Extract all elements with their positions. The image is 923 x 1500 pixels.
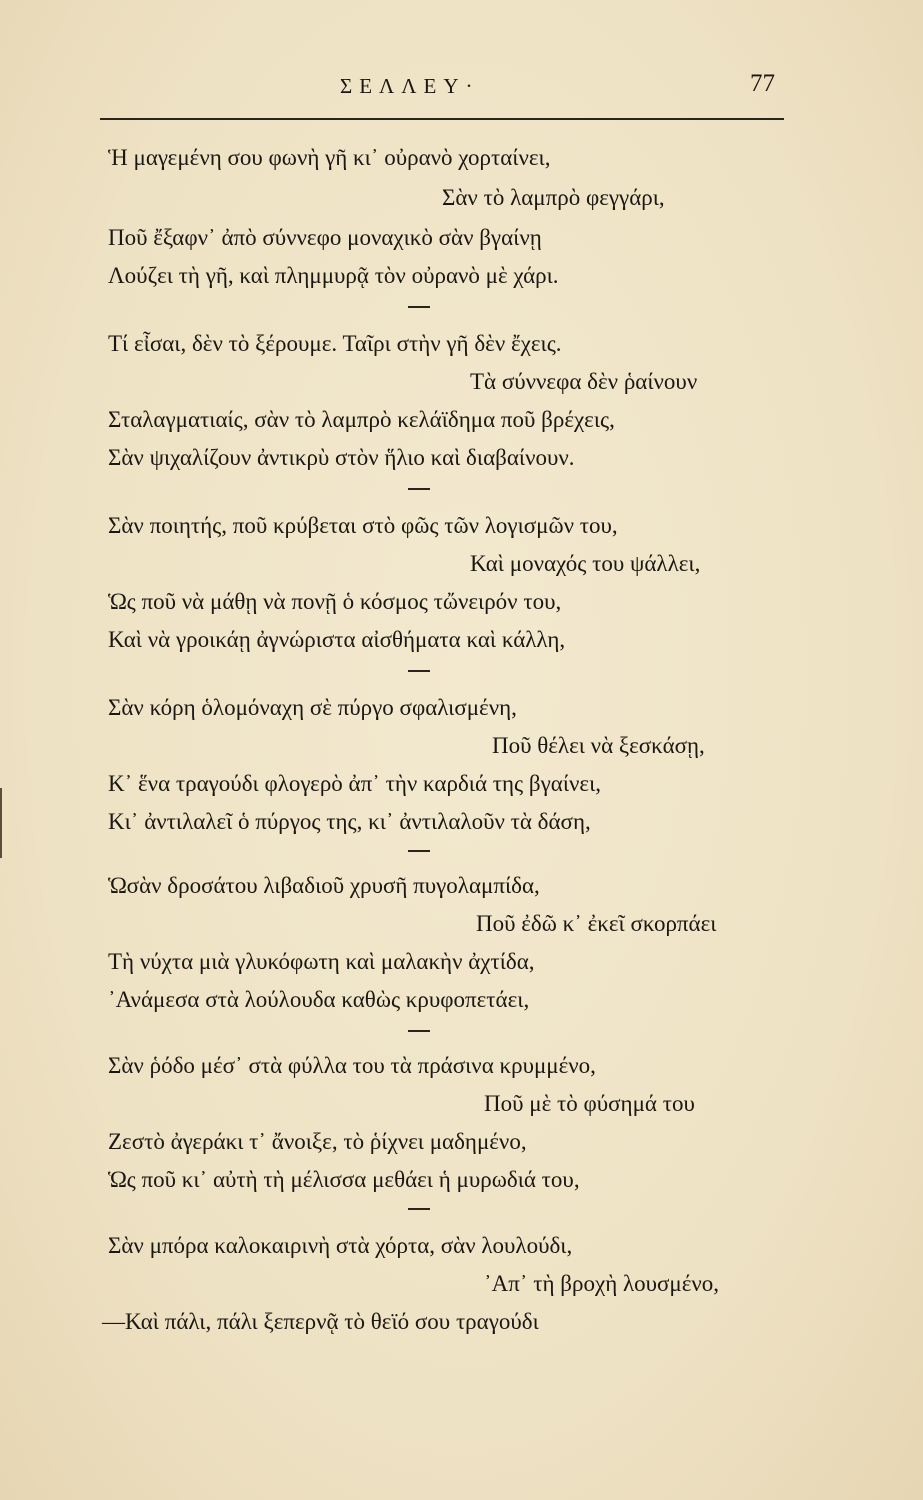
- poem-line: Καὶ μοναχός του ψάλλει,: [470, 551, 701, 576]
- poem-line: Ποῦ ἔξαφν᾽ ἀπὸ σύννεφο μοναχικὸ σὰν βγαίνῃ: [108, 225, 542, 250]
- poem-line: —Καὶ πάλι, πάλι ξεπερνᾷ τὸ θεϊό σου τραγούδι: [102, 1309, 539, 1334]
- poem-line: Λούζει τὴ γῆ, καὶ πλημμυρᾷ τὸν οὐρανὸ μὲ χάρι.: [108, 263, 559, 288]
- poem-line: Σὰν ῥόδο μέσ᾽ στὰ φύλλα του τὰ πράσινα κρυμμένο,: [108, 1053, 596, 1078]
- poem-line: Κ᾽ ἕνα τραγούδι φλογερὸ ἀπ᾽ τὴν καρδιά της βγαίνει,: [108, 771, 602, 796]
- poem-line: Κι᾽ ἀντιλαλεῖ ὁ πύργος της, κι᾽ ἀντιλαλοῦν τὰ δάση,: [108, 809, 591, 834]
- poem-line: Ποῦ ἐδῶ κ᾽ ἐκεῖ σκορπάει: [476, 911, 717, 936]
- stanza-separator: [408, 670, 430, 672]
- poem-line: Ὡς ποῦ νὰ μάθῃ νὰ πονῇ ὁ κόσμος τὤνειρόν του,: [108, 589, 562, 614]
- stanza-separator: [408, 1208, 430, 1210]
- poem-line: Ὡς ποῦ κι᾽ αὐτὴ τὴ μέλισσα μεθάει ἡ μυρωδιά του,: [108, 1167, 580, 1192]
- poem-line: Τὰ σύννεφα δὲν ῥαίνουν: [470, 369, 698, 394]
- poem-line: Ποῦ μὲ τὸ φύσημά του: [484, 1091, 695, 1116]
- stanza-separator: [408, 1030, 430, 1032]
- poem-line: Ὡσὰν δροσάτου λιβαδιοῦ χρυσῆ πυγολαμπίδα,: [108, 873, 540, 898]
- poem-line: Σὰν τὸ λαμπρὸ φεγγάρι,: [442, 185, 665, 210]
- poem-line: Σὰν μπόρα καλοκαιρινὴ στὰ χόρτα, σὰν λουλούδι,: [108, 1233, 573, 1258]
- poem-line: ᾽Απ᾽ τὴ βροχὴ λουσμένο,: [484, 1271, 720, 1296]
- running-header-title: ΣΕΛΛΕΥ·: [340, 74, 480, 98]
- stanza-separator: [408, 850, 430, 852]
- poem-line: Τὴ νύχτα μιὰ γλυκόφωτη καὶ μαλακὴν ἀχτίδα,: [108, 949, 535, 974]
- header-rule: [100, 118, 784, 120]
- stanza-separator: [408, 488, 430, 490]
- page-number: 77: [750, 70, 775, 97]
- poem-line: Τί εἶσαι, δὲν τὸ ξέρουμε. Ταῖρι στὴν γῆ δὲν ἔχεις.: [108, 331, 562, 356]
- poem-line: Σὰν κόρη ὁλομόναχη σὲ πύργο σφαλισμένη,: [108, 695, 517, 720]
- poem-line: Σταλαγματιαίς, σὰν τὸ λαμπρὸ κελάϊδημα ποῦ βρέχεις,: [108, 407, 615, 432]
- poem-line: Ἡ μαγεμένη σου φωνὴ γῆ κι᾽ οὐρανὸ χορταίνει,: [108, 145, 551, 170]
- stanza-separator: [408, 306, 430, 308]
- poem-line: Ποῦ θέλει νὰ ξεσκάσῃ,: [492, 733, 705, 758]
- poem-line: Καὶ νὰ γροικάῃ ἀγνώριστα αἰσθήματα καὶ κάλλη,: [108, 627, 566, 652]
- poem-line: Ζεστὸ ἀγεράκι τ᾽ ἄνοιξε, τὸ ῥίχνει μαδημένο,: [108, 1129, 527, 1154]
- page-edge-mark: [0, 788, 2, 858]
- poem-line: Σὰν ποιητής, ποῦ κρύβεται στὸ φῶς τῶν λογισμῶν του,: [108, 513, 618, 538]
- poem-line: ᾽Ανάμεσα στὰ λούλουδα καθὼς κρυφοπετάει,: [108, 987, 530, 1012]
- poem-line: Σὰν ψιχαλίζουν ἀντικρὺ στὸν ἥλιο καὶ διαβαίνουν.: [108, 445, 575, 470]
